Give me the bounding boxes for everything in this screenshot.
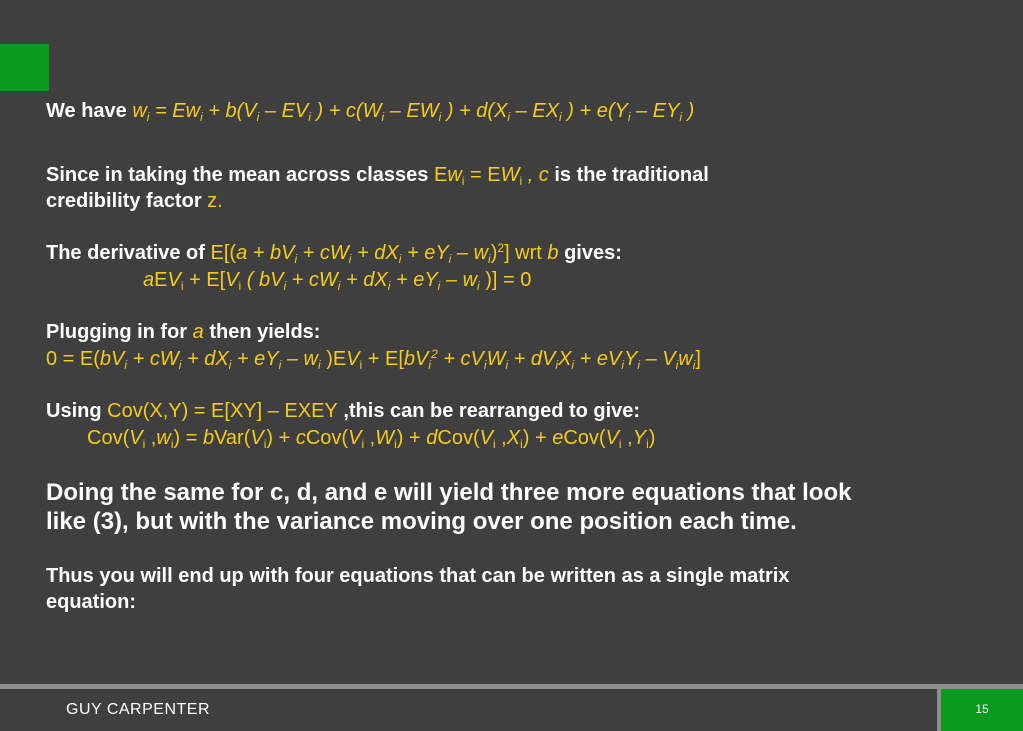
line1-label: We have (46, 100, 133, 122)
line8-equation: Cov(X,Y) = E[XY] – EXEY (107, 400, 338, 422)
para1-line-1: Doing the same for c, d, and e will yield three more equations that look (46, 479, 852, 506)
line4-label: The derivative of (46, 242, 211, 264)
text-line-3 (46, 189, 223, 213)
brand-name: GUY CARPENTER (66, 701, 211, 718)
line1-equation: $w_i = Ew_i + b(V_i - EV_i$ ) + $c(W_i - EW_i$ ) + $d(X_i - EX_i$ ) + $e(Y_i - EY_i$ ) (132, 100, 695, 124)
line2-equation: $Ew_i = EW_i$ , c (433, 164, 549, 188)
equation-line-1 (46, 99, 694, 123)
line2-after: is the traditional (548, 164, 709, 186)
text-line-8 (46, 399, 640, 423)
green-accent-block (0, 44, 49, 91)
equation-line-5 (143, 268, 531, 292)
para2-line-2: equation: (46, 591, 136, 613)
line4-equation: $E[(a + bV_i + cW_i + dX_i + eY_i - w_i)^2]$ wrt b (210, 241, 559, 266)
line8-label: Using (46, 400, 108, 422)
text-line-4 (46, 241, 622, 265)
page-number-box (941, 689, 1023, 731)
line7-equation: $0 = E(bV_i + cW_i + dX_i + eY_i - w_i$ )$EV_i + E[bV_i^2 + cV_iW_i + dV_iX_i + eV_iY_i - V_iw_i]$ (46, 347, 701, 372)
line6-equation: a (192, 321, 204, 343)
line5-equation: $aEV_i + E[V_i$ ( $bV_i + cW_i + dX_i + eY_i - w_i$ )] = 0 (143, 269, 532, 293)
text-line-6 (46, 320, 320, 344)
line9-equation: $Cov(V_i$ $,w_i$) = $bVar(V_i)$ + $cCov(V_i$ $,W_i$) + $dCov(V_i$ $,X_i$) + $eCov(V_i$ $,Y_i$) (87, 427, 656, 451)
line3-label: credibility factor (46, 190, 208, 212)
line3-equation: z. (207, 190, 223, 212)
line8-after: ,this can be rearranged to give: (337, 400, 641, 422)
equation-line-7 (46, 347, 701, 371)
text-line-2 (46, 163, 709, 187)
para2-line-1: Thus you will end up with four equations that can be written as a single matrix (46, 565, 790, 587)
line4-after: gives: (558, 242, 622, 264)
equation-line-9 (87, 426, 655, 450)
line6-label: Plugging in for (46, 321, 193, 343)
line6-after: then yields: (203, 321, 321, 343)
para1-line-2: like (3), but with the variance moving over one position each time. (46, 508, 797, 535)
line2-label: Since in taking the mean across classes (46, 164, 434, 186)
page-number: 15 (975, 702, 989, 716)
